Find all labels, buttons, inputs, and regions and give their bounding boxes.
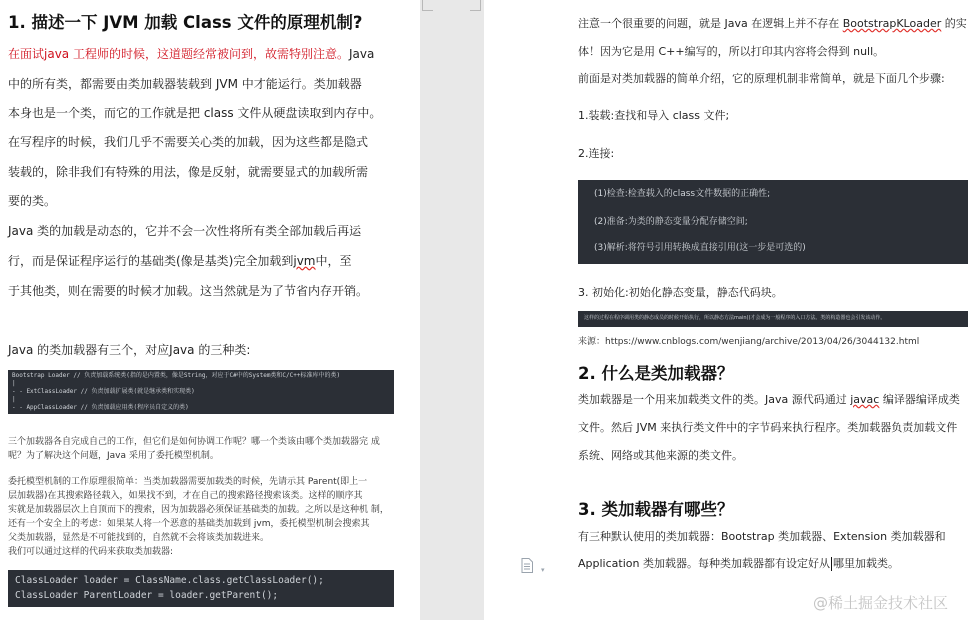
paragraph-line: 文件。然后 JVM 来执行类文件中的字节码来执行程序。类加载器负责加载文件 (578, 421, 958, 434)
image-text-line: | (12, 380, 16, 387)
page-corner-mark (422, 0, 433, 11)
paragraph-line: 本身也是一个类，而它的工作就是把 class 文件从硬盘读取到内存中。 (8, 106, 382, 120)
intro-highlight: 在面试java 工程师的时候，这道题经常被问到，故需特别注意。 (8, 47, 349, 61)
image-text-line: Bootstrap Loader // 负责加载系统类(指的是内置类，像是String，对应于C#中的System类和C/C++标准库中的类) (12, 372, 341, 379)
paragraph-line (578, 16, 967, 32)
paragraph-line (578, 392, 960, 408)
text-run: 的实 (941, 17, 967, 30)
chevron-down-icon[interactable]: ▾ (541, 566, 545, 574)
spellcheck-word: jvm (293, 254, 316, 268)
steps-box-image (578, 180, 968, 264)
small-text-line: 呢？为了解决这个问题，Java 采用了委托模型机制。 (8, 451, 219, 461)
step-line: 2.连接: (578, 147, 615, 160)
spellcheck-word: BootstrapKLoader (842, 17, 942, 30)
document-icon[interactable] (521, 558, 533, 573)
text-run: 行，而是保证程序运行的基础类(像是基类)完全加载到 (8, 254, 294, 268)
paragraph-line[interactable] (578, 556, 899, 572)
paragraph-line: 有三种默认使用的类加载器：Bootstrap 类加载器、Extension 类加载器和 (578, 530, 946, 543)
text-run: 哪里加载类。 (832, 557, 899, 570)
text-run: Application 类加载器。每种类加载器都有设定好从 (578, 557, 830, 570)
image-text-line: | (12, 396, 16, 403)
code-line: ClassLoader ParentLoader = loader.getParent(); (15, 590, 279, 601)
code-block (8, 570, 394, 607)
page-corner-mark (470, 0, 481, 11)
image-text-line: - - ExtClassLoader // 负责加载扩展类(就是继承类和实现类) (12, 388, 195, 395)
text-run: 类加载器是一个用来加载类文件的类。Java 源代码通过 (578, 393, 851, 406)
intro-tail: Java (348, 47, 375, 61)
image-text-line: - - AppClassLoader // 负责加载应用类(程序员自定义的类) (12, 404, 189, 411)
small-text-line: 层加载器)在其搜索路径载入，如果找不到，才在自己的搜索路径搜索该类。这样的顺序其 (8, 491, 363, 501)
paragraph-line: 在写程序的时候，我们几乎不需要关心类的加载，因为这些都是隐式 (8, 135, 369, 149)
small-text-line: 委托模型机制的工作原理很简单：当类加载器需要加载类的时候，先请示其 Parent(即上一 (8, 477, 368, 487)
paragraph-line: 前面是对类加载器的简单介绍，它的原理机制非常简单，就是下面几个步骤: (578, 72, 945, 85)
intro-line (8, 46, 374, 62)
text-cursor (831, 557, 832, 571)
image-text-line: (3)解析:将符号引用转换成直接引用(这一步是可选的) (594, 243, 806, 253)
heading-3: 3. 类加载器有哪些？ (578, 500, 734, 519)
code-line: ClassLoader loader = ClassName.class.getClassLoader(); (15, 575, 324, 586)
small-text-line: 三个加载器各自完成自己的工作，但它们是如何协调工作呢？哪一个类该由哪个类加载器完 成 (8, 437, 380, 447)
image-text-line: (2)准备:为类的静态变量分配存储空间; (594, 217, 748, 227)
small-text-line: 还有一个安全上的考虑：如果某人将一个恶意的基础类加载到 jvm，委托模型机制会搜索其 (8, 519, 370, 529)
paragraph-line: Java 类的加载是动态的，它并不会一次性将所有类全部加载后再运 (8, 224, 362, 238)
step-line: 3. 初始化:初始化静态变量，静态代码块。 (578, 286, 783, 299)
small-text-line: 实就是加载器层次上自顶而下的搜索，因为加载器必须保证基础类的加载。之所以是这种机 制， (8, 505, 389, 515)
document-page-left (0, 0, 420, 620)
document-page-right (484, 0, 980, 620)
image-text-line: 这样的过程在程序调用类的静态成员的时候开始执行，所以静态方法main()才会成为一般程序的入口方法。类的构造器也会引发该动作。 (584, 315, 886, 321)
source-link[interactable]: 来源：https://www.cnblogs.com/wenjiang/archive/2013/04/26/3044132.html (578, 337, 920, 347)
paragraph-line: 装载的，除非我们有特殊的用法，像是反射，就需要显式的加载所需 (8, 165, 369, 179)
heading-2: 2. 什么是类加载器？ (578, 364, 734, 383)
caption-strip-image (578, 311, 968, 327)
page-gutter (420, 0, 484, 620)
text-run: 编译器编译成类 (879, 393, 960, 406)
paragraph-line: 中的所有类，都需要由类加载器装载到 JVM 中才能运行。类加载器 (8, 77, 362, 91)
paragraph-line: 要的类。 (8, 194, 57, 208)
heading-1: 1. 描述一下 JVM 加载 Class 文件的原理机制? (8, 13, 363, 32)
paragraph-line: 系统、网络或其他来源的类文件。 (578, 449, 743, 462)
class-loader-hierarchy-image (8, 370, 394, 414)
image-text-line: (1)检查:检查载入的class文件数据的正确性; (594, 189, 771, 199)
paragraph-line: 体！因为它是用 C++编写的，所以打印其内容将会得到 null。 (578, 45, 885, 58)
text-run: 注意一个很重要的问题，就是 Java 在逻辑上并不存在 (578, 17, 843, 30)
small-text-line: 父类加载器，显然是不可能找到的，自然就不会将该类加载进来。 (8, 533, 270, 543)
text-run: 中，至 (315, 254, 352, 268)
step-line: 1.装载:查找和导入 class 文件; (578, 109, 730, 122)
spellcheck-word: javac (850, 393, 880, 406)
paragraph-line: Java 的类加载器有三个，对应Java 的三种类: (8, 343, 251, 357)
small-text-line: 我们可以通过这样的代码来获取类加载器: (8, 547, 174, 557)
paragraph-line (8, 253, 352, 269)
watermark: @稀土掘金技术社区 (813, 594, 949, 612)
paragraph-line: 于其他类，则在需要的时候才加载。这当然就是为了节省内存开销。 (8, 284, 369, 298)
